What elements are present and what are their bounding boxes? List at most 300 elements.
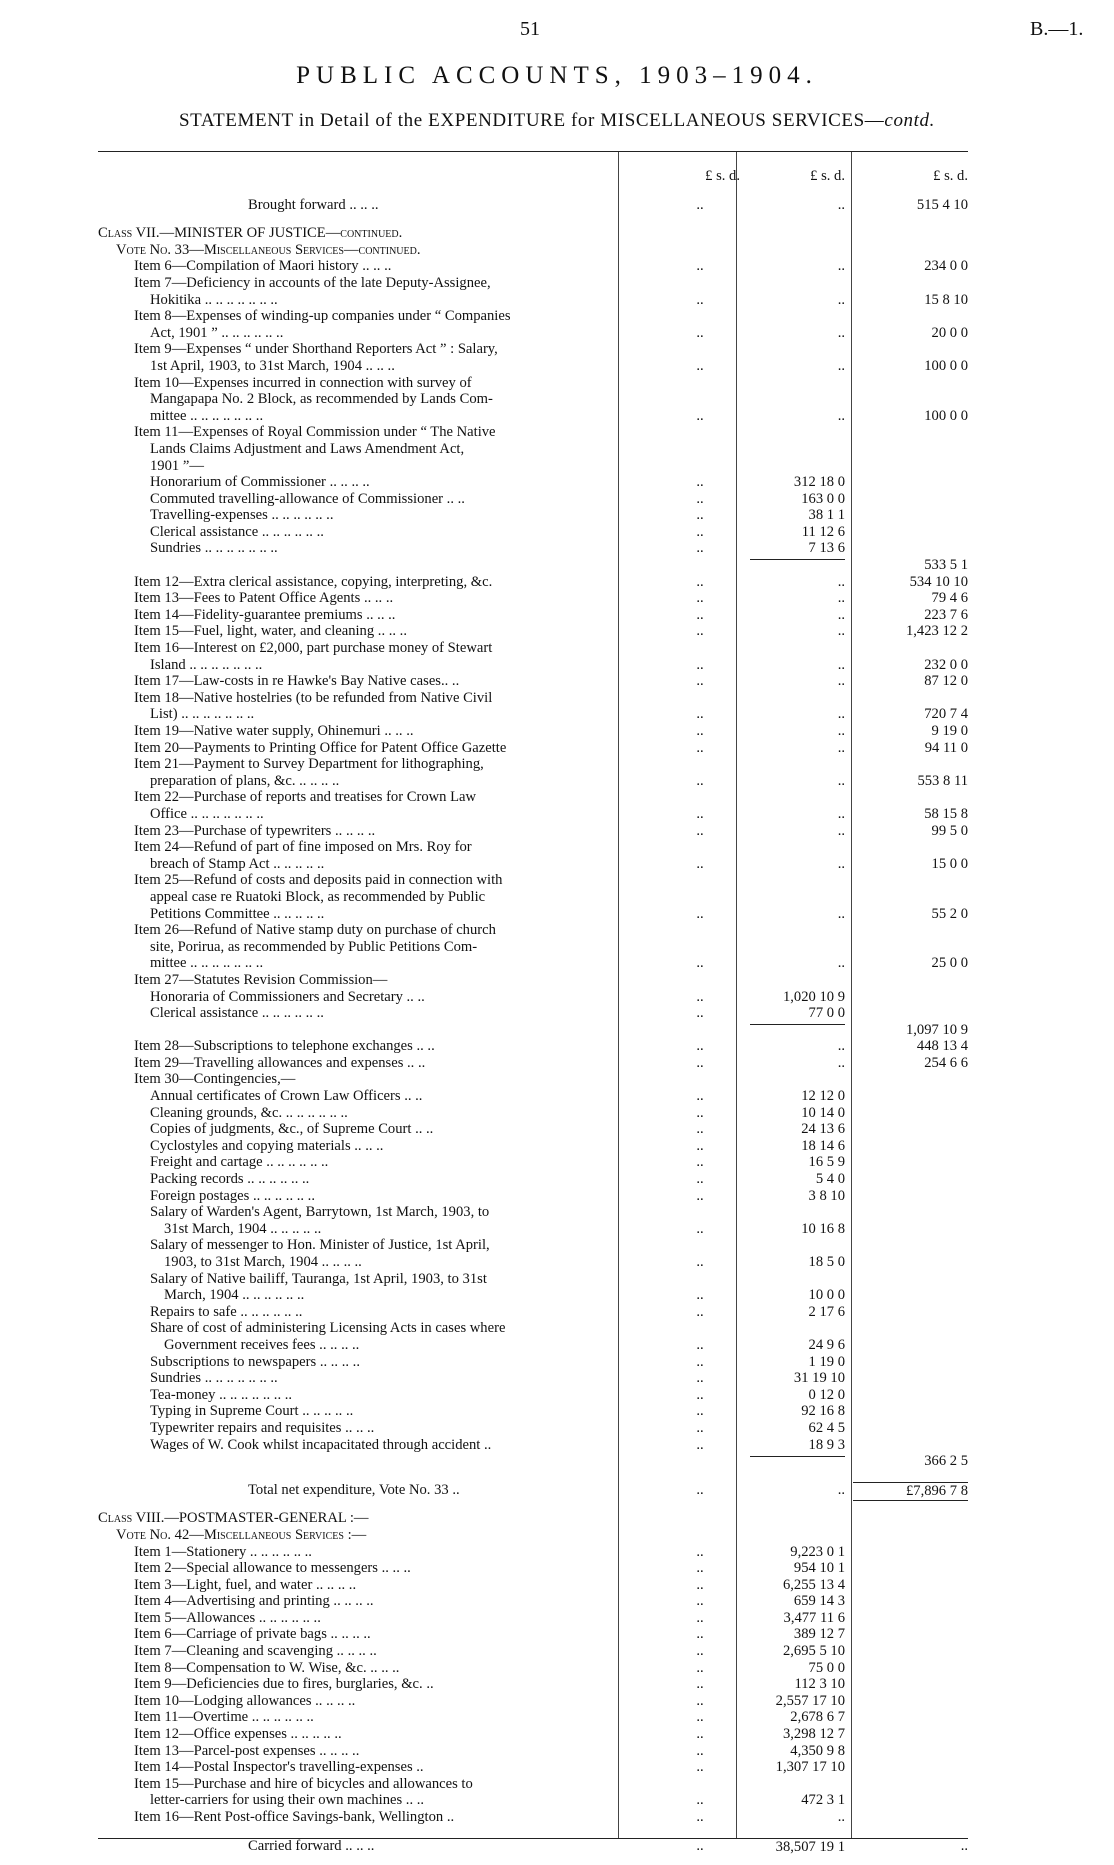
amount-c3: 20 0 0 xyxy=(931,324,968,341)
amount-c2: 38,507 19 1 xyxy=(750,1838,845,1856)
amount-c1: .. xyxy=(696,855,704,872)
ledger-row xyxy=(98,258,968,275)
row-description: Item 7—Deficiency in accounts of the late Deputy-Assignee, xyxy=(134,274,491,291)
amount-c2: .. xyxy=(837,196,845,213)
ledger-row xyxy=(98,1527,968,1544)
amount-c2: 16 5 9 xyxy=(808,1154,845,1171)
amount-c1: .. xyxy=(696,1154,704,1171)
row-description: mittee .. .. .. .. .. .. .. xyxy=(150,407,264,424)
amount-c3: 534 10 10 xyxy=(909,573,968,590)
amount-c1: .. xyxy=(696,1481,704,1498)
row-description: Commuted travelling-allowance of Commissioner .. .. xyxy=(150,490,465,507)
row-description: Item 4—Advertising and printing .. .. .. .. xyxy=(134,1593,374,1610)
amount-c1: .. xyxy=(696,291,704,308)
ledger-row xyxy=(98,1709,968,1726)
amount-c1: .. xyxy=(696,772,704,789)
amount-c2: .. xyxy=(837,1481,845,1498)
ledger-row xyxy=(98,408,968,425)
row-description: Honorarium of Commissioner .. .. .. .. xyxy=(150,474,370,491)
amount-c2: 18 5 0 xyxy=(808,1254,845,1270)
row-description: Item 12—Office expenses .. .. .. .. .. xyxy=(134,1726,342,1743)
ledger-row xyxy=(98,1759,968,1776)
row-description: Item 15—Purchase and hire of bicycles and allowances to xyxy=(134,1775,473,1792)
ledger-row xyxy=(98,773,968,790)
row-description: Act, 1901 ” .. .. .. .. .. .. xyxy=(150,324,284,341)
row-description: Typewriter repairs and requisites .. .. .. xyxy=(150,1419,375,1436)
ledger-row xyxy=(98,1726,968,1743)
ledger-row xyxy=(98,1287,968,1304)
row-description: Vote No. 42—Miscellaneous Services :— xyxy=(116,1526,367,1543)
row-description: Hokitika .. .. .. .. .. .. .. xyxy=(150,291,278,308)
ledger-row xyxy=(98,1204,968,1221)
amount-c2: 163 0 0 xyxy=(801,490,845,507)
ledger-row xyxy=(98,1022,968,1039)
amount-c2: 1 19 0 xyxy=(808,1353,845,1370)
row-description: Annual certificates of Crown Law Officers .. .. xyxy=(150,1088,423,1105)
amount-c1: .. xyxy=(696,1726,704,1743)
ledger-row xyxy=(98,1776,968,1793)
ledger-row xyxy=(98,839,968,856)
row-description: Subscriptions to newspapers .. .. .. .. xyxy=(150,1353,360,1370)
ledger-row xyxy=(98,706,968,723)
ledger-row xyxy=(98,623,968,640)
amount-c1: .. xyxy=(696,1543,704,1560)
row-description: Item 22—Purchase of reports and treatises for Crown Law xyxy=(134,789,477,806)
row-description: Item 9—Expenses “ under Shorthand Reporters Act ” : Salary, xyxy=(134,341,498,358)
amount-c2: .. xyxy=(837,955,845,972)
ledger-row xyxy=(98,1088,968,1105)
amount-c1: .. xyxy=(696,1353,704,1370)
row-description: Repairs to safe .. .. .. .. .. .. xyxy=(150,1303,303,1320)
amount-c1: .. xyxy=(696,1676,704,1693)
ledger-row xyxy=(98,1188,968,1205)
ledger-row xyxy=(98,1544,968,1561)
amount-c1: .. xyxy=(696,1370,704,1387)
row-description: Item 6—Compilation of Maori history .. .. .. xyxy=(134,258,392,275)
amount-c3: 58 15 8 xyxy=(924,805,968,822)
amount-c2: 2 17 6 xyxy=(808,1303,845,1320)
row-description: Packing records .. .. .. .. .. .. xyxy=(150,1171,310,1188)
amount-c2: 10 0 0 xyxy=(808,1287,845,1304)
ledger-row xyxy=(98,740,968,757)
ledger-row xyxy=(98,524,968,541)
amount-c3: 87 12 0 xyxy=(924,673,968,690)
ledger-row xyxy=(98,1610,968,1627)
amount-c1: .. xyxy=(696,739,704,756)
row-description: Item 16—Rent Post-office Savings-bank, Wellington .. xyxy=(134,1809,455,1825)
amount-c3: 448 13 4 xyxy=(916,1038,968,1055)
amount-c2: 659 14 3 xyxy=(793,1593,845,1610)
row-description: Mangapapa No. 2 Block, as recommended by Lands Com- xyxy=(150,391,493,408)
amount-c1: £ s. d. xyxy=(705,168,740,184)
row-description: Clerical assistance .. .. .. .. .. .. xyxy=(150,523,324,540)
amount-c1: .. xyxy=(696,590,704,607)
row-description: Total net expenditure, Vote No. 33 .. xyxy=(248,1481,460,1498)
row-description: Office .. .. .. .. .. .. .. xyxy=(150,805,264,822)
row-description: Item 24—Refund of part of fine imposed on Mrs. Roy for xyxy=(134,839,472,856)
row-description: Item 1—Stationery .. .. .. .. .. .. xyxy=(134,1543,312,1560)
row-description: Item 27—Statutes Revision Commission— xyxy=(134,971,388,988)
amount-c2: 1,307 17 10 xyxy=(775,1759,845,1776)
row-spacer xyxy=(98,185,968,197)
amount-c1: .. xyxy=(696,490,704,507)
row-description: Item 8—Compensation to W. Wise, &c. .. .. .. xyxy=(134,1659,400,1676)
row-spacer xyxy=(98,1826,968,1838)
row-description: Item 3—Light, fuel, and water .. .. .. .. xyxy=(134,1576,357,1593)
amount-c1: .. xyxy=(696,1220,704,1237)
amount-c2: .. xyxy=(837,258,845,275)
ledger-row xyxy=(98,424,968,441)
row-description: Salary of Warden's Agent, Barrytown, 1st March, 1903, to xyxy=(150,1204,490,1221)
ledger-row xyxy=(98,574,968,591)
document-reference: B.—1. xyxy=(1030,18,1084,40)
amount-c1: .. xyxy=(696,540,704,557)
amount-c2: .. xyxy=(837,855,845,872)
amount-c1: .. xyxy=(696,1759,704,1776)
row-description: Item 17—Law-costs in re Hawke's Bay Native cases.. .. xyxy=(134,673,460,690)
row-description: Honoraria of Commissioners and Secretary .. .. xyxy=(150,988,425,1005)
row-description: List) .. .. .. .. .. .. .. xyxy=(150,706,255,723)
row-description: Item 6—Carriage of private bags .. .. .. .. xyxy=(134,1626,371,1643)
row-description: Petitions Committee .. .. .. .. .. xyxy=(150,905,325,922)
amount-c2: 3,477 11 6 xyxy=(783,1609,845,1626)
ledger-row xyxy=(98,225,968,242)
ledger-row xyxy=(98,1254,968,1271)
row-spacer xyxy=(98,1470,968,1482)
ledger-row xyxy=(98,441,968,458)
ledger-row xyxy=(98,1121,968,1138)
amount-c1: .. xyxy=(696,1171,704,1188)
amount-c3: 515 4 10 xyxy=(916,196,968,213)
amount-c1: .. xyxy=(696,822,704,839)
row-description: Item 14—Fidelity-guarantee premiums .. .. .. xyxy=(134,606,396,623)
amount-c1: .. xyxy=(696,1088,704,1105)
amount-c2: .. xyxy=(837,656,845,673)
row-description: mittee .. .. .. .. .. .. .. xyxy=(150,955,264,972)
ledger-row xyxy=(98,756,968,773)
ledger-row xyxy=(98,275,968,292)
amount-c1: .. xyxy=(696,1287,704,1304)
amount-c3: 9 19 0 xyxy=(931,723,968,739)
amount-c2: 9,223 0 1 xyxy=(790,1543,845,1560)
amount-c2: 6,255 13 4 xyxy=(782,1576,845,1593)
amount-c3: .. xyxy=(960,1837,968,1854)
row-description: Item 29—Travelling allowances and expenses .. .. xyxy=(134,1054,426,1071)
ledger-row xyxy=(98,989,968,1006)
amount-c1: .. xyxy=(696,1593,704,1610)
amount-c2: .. xyxy=(837,590,845,607)
ledger-row xyxy=(98,640,968,657)
ledger-row xyxy=(98,1577,968,1594)
amount-c2: .. xyxy=(837,291,845,308)
row-spacer xyxy=(98,213,968,225)
amount-c3: 234 0 0 xyxy=(924,258,968,275)
amount-c3: 25 0 0 xyxy=(931,955,968,972)
row-description: Copies of judgments, &c., of Supreme Court .. .. xyxy=(150,1121,434,1138)
amount-c3: 223 7 6 xyxy=(924,606,968,623)
amount-c2: 12 12 0 xyxy=(801,1088,845,1105)
row-description: Item 9—Deficiencies due to fires, burglaries, &c. .. xyxy=(134,1676,434,1693)
amount-c2: 2,678 6 7 xyxy=(790,1709,845,1726)
amount-c2: 24 13 6 xyxy=(801,1121,845,1138)
amount-c1: .. xyxy=(696,1837,704,1854)
amount-c2: .. xyxy=(837,407,845,424)
column-header-row xyxy=(98,168,968,185)
row-description: March, 1904 .. .. .. .. .. .. xyxy=(164,1287,305,1304)
amount-c2: 1,020 10 9 xyxy=(782,988,845,1005)
ledger-row xyxy=(98,723,968,740)
amount-c2: 24 9 6 xyxy=(808,1336,845,1353)
amount-c1: .. xyxy=(696,507,704,524)
row-description: Item 5—Allowances .. .. .. .. .. .. xyxy=(134,1609,321,1626)
row-spacer xyxy=(98,1498,968,1510)
ledger-row xyxy=(98,1593,968,1610)
ledger-row xyxy=(98,1354,968,1371)
ledger-row xyxy=(98,690,968,707)
row-description: appeal case re Ruatoki Block, as recommended by Public xyxy=(150,888,486,905)
amount-c2: .. xyxy=(837,822,845,839)
amount-c2: 0 12 0 xyxy=(808,1386,845,1403)
row-description: Item 15—Fuel, light, water, and cleaning .. .. .. xyxy=(134,623,407,640)
row-description: Carried forward .. .. .. xyxy=(248,1837,375,1854)
ledger-row xyxy=(98,1154,968,1171)
ledger-row xyxy=(98,1271,968,1288)
amount-c1: .. xyxy=(696,1403,704,1420)
subtitle-main: STATEMENT in Detail of the EXPENDITURE for MISCELLANEOUS SERVICES— xyxy=(179,110,885,131)
amount-c1: .. xyxy=(696,573,704,590)
amount-c1: .. xyxy=(696,1692,704,1709)
amount-c1: .. xyxy=(696,955,704,972)
amount-c2: .. xyxy=(837,1809,845,1825)
amount-c1: .. xyxy=(696,1659,704,1676)
amount-c3: 366 2 5 xyxy=(924,1453,968,1470)
amount-c3: 100 0 0 xyxy=(924,357,968,374)
amount-c3: 55 2 0 xyxy=(931,905,968,922)
row-description: Vote No. 33—Miscellaneous Services—continued. xyxy=(116,241,421,258)
ledger-row xyxy=(98,375,968,392)
row-description: Item 13—Fees to Patent Office Agents .. .. .. xyxy=(134,590,394,607)
row-description: Item 25—Refund of costs and deposits paid in connection with xyxy=(134,872,503,889)
amount-c2: 18 14 6 xyxy=(801,1137,845,1154)
row-description: Foreign postages .. .. .. .. .. .. xyxy=(150,1187,315,1204)
ledger-row xyxy=(98,972,968,989)
row-description: Class VIII.—POSTMASTER-GENERAL :— xyxy=(98,1510,369,1527)
amount-c1: .. xyxy=(696,1792,704,1809)
row-description: Item 7—Cleaning and scavenging .. .. .. .. xyxy=(134,1643,377,1660)
ledger-row xyxy=(98,607,968,624)
row-description: Item 19—Native water supply, Ohinemuri .. .. .. xyxy=(134,723,414,739)
row-description: Cleaning grounds, &c. .. .. .. .. .. .. xyxy=(150,1104,348,1121)
ledger-row xyxy=(98,458,968,475)
amount-c1: .. xyxy=(696,1576,704,1593)
amount-c3: 553 8 11 xyxy=(917,772,968,789)
amount-c1: .. xyxy=(696,606,704,623)
ledger-row xyxy=(98,540,968,557)
row-description: 31st March, 1904 .. .. .. .. .. xyxy=(164,1220,322,1237)
row-description: letter-carriers for using their own machines .. .. xyxy=(150,1792,425,1809)
row-description: Item 16—Interest on £2,000, part purchase money of Stewart xyxy=(134,640,493,657)
ledger-row xyxy=(98,1221,968,1238)
amount-c2: 18 9 3 xyxy=(750,1437,845,1457)
amount-c2: 472 3 1 xyxy=(801,1792,845,1809)
row-description: Salary of messenger to Hon. Minister of Justice, 1st April, xyxy=(150,1237,490,1254)
ledger-row xyxy=(98,806,968,823)
amount-c1: .. xyxy=(696,1054,704,1071)
amount-c1: .. xyxy=(696,1104,704,1121)
row-description: Item 10—Lodging allowances .. .. .. .. xyxy=(134,1692,356,1709)
row-description: Item 28—Subscriptions to telephone exchanges .. .. xyxy=(134,1038,435,1055)
ledger-row xyxy=(98,1138,968,1155)
amount-c1: .. xyxy=(696,1137,704,1154)
amount-c2: 2,557 17 10 xyxy=(775,1692,845,1709)
amount-c1: .. xyxy=(696,905,704,922)
ledger-row xyxy=(98,1693,968,1710)
subtitle-contd: contd. xyxy=(884,110,935,131)
statement-subtitle xyxy=(0,110,1114,132)
amount-c2: 10 14 0 xyxy=(801,1104,845,1121)
amount-c2: .. xyxy=(837,324,845,341)
amount-c2: 2,695 5 10 xyxy=(782,1643,845,1660)
page-number: 51 xyxy=(520,18,540,40)
row-description: Item 26—Refund of Native stamp duty on purchase of church xyxy=(134,922,496,939)
ledger-row xyxy=(98,1510,968,1527)
amount-c1: .. xyxy=(696,523,704,540)
row-description: 1901 ”— xyxy=(150,457,204,474)
row-description: Class VII.—MINISTER OF JUSTICE—continued. xyxy=(98,225,403,242)
amount-c2: 3 8 10 xyxy=(808,1187,845,1204)
amount-c2: 38 1 1 xyxy=(808,507,845,524)
amount-c2: 75 0 0 xyxy=(808,1659,845,1676)
amount-c2: 92 16 8 xyxy=(801,1403,845,1420)
ledger-row xyxy=(98,673,968,690)
ledger-row xyxy=(98,1437,968,1454)
ledger-row xyxy=(98,906,968,923)
amount-c3: £ s. d. xyxy=(933,168,968,184)
ledger-row xyxy=(98,1809,968,1826)
amount-c2: .. xyxy=(837,673,845,690)
ledger-row xyxy=(98,1387,968,1404)
amount-c3: 15 0 0 xyxy=(931,855,968,872)
ledger-row xyxy=(98,474,968,491)
ledger-row xyxy=(98,308,968,325)
amount-c1: .. xyxy=(696,988,704,1005)
amount-c2: .. xyxy=(837,805,845,822)
ledger-row xyxy=(98,1105,968,1122)
ledger-row xyxy=(98,856,968,873)
ledger-row xyxy=(98,507,968,524)
ledger-row xyxy=(98,491,968,508)
ledger-row xyxy=(98,939,968,956)
row-description: 1903, to 31st March, 1904 .. .. .. .. xyxy=(164,1254,362,1270)
ledger-row xyxy=(98,242,968,259)
amount-c2: £ s. d. xyxy=(810,168,845,184)
row-description: Item 2—Special allowance to messengers .. .. .. xyxy=(134,1560,411,1577)
row-description: site, Porirua, as recommended by Public Petitions Com- xyxy=(150,938,478,955)
row-description: Item 30—Contingencies,— xyxy=(134,1071,296,1088)
amount-c1: .. xyxy=(696,1709,704,1726)
amount-c2: .. xyxy=(837,905,845,922)
amount-c2: 7 13 6 xyxy=(750,540,845,560)
amount-c2: 11 12 6 xyxy=(801,523,845,540)
row-description: Typing in Supreme Court .. .. .. .. .. xyxy=(150,1403,354,1420)
amount-c3: 1,423 12 2 xyxy=(905,623,968,640)
amount-c3: 79 4 6 xyxy=(931,590,968,607)
ledger-row xyxy=(98,1005,968,1022)
amount-c1: .. xyxy=(696,357,704,374)
ledger-row xyxy=(98,1420,968,1437)
ledger-row xyxy=(98,1838,968,1855)
row-description: Island .. .. .. .. .. .. .. xyxy=(150,656,263,673)
row-description: Item 8—Expenses of winding-up companies under “ Companies xyxy=(134,308,511,325)
amount-c2: .. xyxy=(837,1038,845,1055)
amount-c1: .. xyxy=(696,258,704,275)
ledger-row xyxy=(98,1676,968,1693)
row-description: Government receives fees .. .. .. .. xyxy=(164,1336,360,1353)
ledger-row xyxy=(98,1643,968,1660)
row-description: Clerical assistance .. .. .. .. .. .. xyxy=(150,1005,324,1022)
amount-c2: .. xyxy=(837,739,845,756)
amount-c2: 312 18 0 xyxy=(793,474,845,491)
amount-c1: .. xyxy=(696,706,704,723)
row-description: 1st April, 1903, to 31st March, 1904 .. .. .. xyxy=(150,357,395,374)
row-description: Item 13—Parcel-post expenses .. .. .. .. xyxy=(134,1742,360,1759)
row-description: Item 18—Native hostelries (to be refunded from Native Civil xyxy=(134,689,493,706)
row-description: Brought forward .. .. .. xyxy=(248,196,379,213)
ledger-row xyxy=(98,823,968,840)
ledger-row xyxy=(98,1792,968,1809)
row-description: Wages of W. Cook whilst incapacitated through accident .. xyxy=(150,1436,492,1453)
amount-c3: 94 11 0 xyxy=(924,739,968,756)
ledger-row xyxy=(98,889,968,906)
ledger-row xyxy=(98,955,968,972)
ledger-row xyxy=(98,1482,968,1499)
row-description: Item 23—Purchase of typewriters .. .. .. .. xyxy=(134,822,376,839)
amount-c3: 99 5 0 xyxy=(931,822,968,839)
ledger-row xyxy=(98,197,968,214)
ledger-row xyxy=(98,1055,968,1072)
amount-c2: .. xyxy=(837,573,845,590)
amount-c1: .. xyxy=(696,1303,704,1320)
amount-c2: .. xyxy=(837,1054,845,1071)
amount-c1: .. xyxy=(696,1419,704,1436)
ledger-row xyxy=(98,789,968,806)
ledger-row xyxy=(98,1560,968,1577)
amount-c1: .. xyxy=(696,407,704,424)
ledger-row xyxy=(98,1626,968,1643)
amount-c2: 10 16 8 xyxy=(801,1220,845,1237)
row-description: Sundries .. .. .. .. .. .. .. xyxy=(150,540,278,557)
row-description: Share of cost of administering Licensing Acts in cases where xyxy=(150,1320,506,1337)
amount-c1: .. xyxy=(696,1609,704,1626)
ledger-row xyxy=(98,325,968,342)
amount-c1: .. xyxy=(696,1643,704,1660)
amount-c2: 4,350 9 8 xyxy=(790,1742,845,1759)
amount-c2: 389 12 7 xyxy=(793,1626,845,1643)
ledger-row xyxy=(98,657,968,674)
amount-c3: 254 6 6 xyxy=(924,1054,968,1071)
amount-c2: 3,298 12 7 xyxy=(782,1726,845,1743)
amount-c2: 62 4 5 xyxy=(808,1419,845,1436)
ledger-row xyxy=(98,358,968,375)
amount-c3: 100 0 0 xyxy=(924,407,968,424)
ledger-row xyxy=(98,872,968,889)
ledger-row xyxy=(98,1320,968,1337)
expenditure-table xyxy=(98,168,968,1854)
amount-c2: 5 4 0 xyxy=(815,1171,845,1188)
amount-c1: .. xyxy=(696,723,704,739)
amount-c2: .. xyxy=(837,606,845,623)
row-description: Item 14—Postal Inspector's travelling-expenses .. xyxy=(134,1759,424,1776)
